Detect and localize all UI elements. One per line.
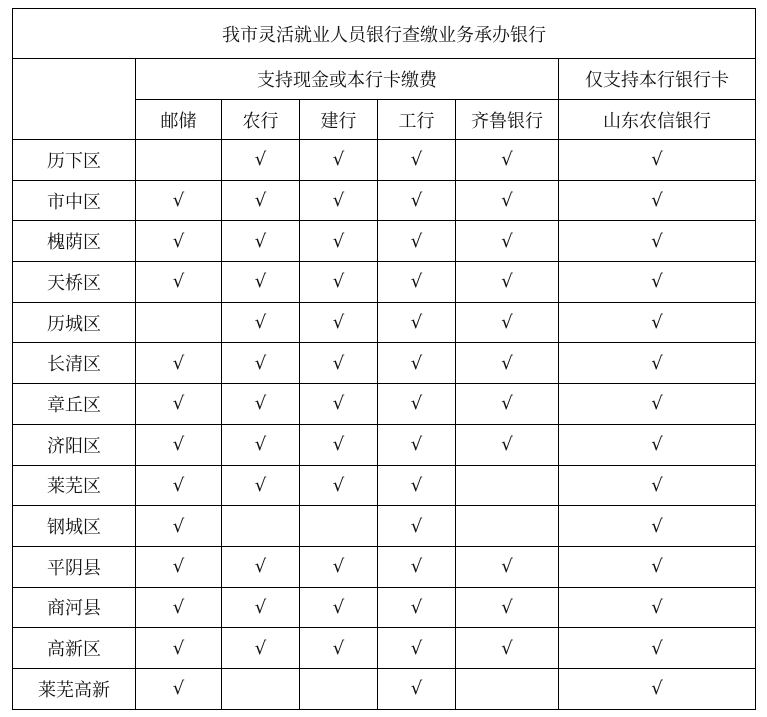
check-cell: √ <box>222 546 300 587</box>
check-cell: √ <box>378 262 456 303</box>
check-cell: √ <box>300 180 378 221</box>
district-cell: 市中区 <box>13 180 136 221</box>
check-cell: √ <box>300 587 378 628</box>
check-cell: √ <box>559 424 756 465</box>
table-row <box>13 668 756 709</box>
check-cell: √ <box>456 262 559 303</box>
table-row <box>13 384 756 425</box>
check-cell: √ <box>559 384 756 425</box>
check-cell: √ <box>456 384 559 425</box>
check-cell: √ <box>136 424 222 465</box>
check-cell: √ <box>136 546 222 587</box>
check-cell: √ <box>559 587 756 628</box>
table-row <box>13 221 756 262</box>
district-cell: 商河县 <box>13 587 136 628</box>
district-cell: 平阴县 <box>13 546 136 587</box>
check-cell: √ <box>136 262 222 303</box>
district-cell: 历城区 <box>13 302 136 343</box>
check-cell: √ <box>222 221 300 262</box>
check-cell: √ <box>378 506 456 547</box>
corner-cell <box>13 59 136 140</box>
bank-header-abc: 农行 <box>222 100 300 140</box>
table-row <box>13 465 756 506</box>
check-cell: √ <box>456 587 559 628</box>
check-cell: √ <box>456 424 559 465</box>
check-cell: √ <box>559 180 756 221</box>
check-cell: √ <box>378 343 456 384</box>
check-cell: √ <box>300 546 378 587</box>
check-cell: √ <box>378 384 456 425</box>
check-cell: √ <box>136 587 222 628</box>
check-cell: √ <box>300 302 378 343</box>
check-cell: √ <box>136 384 222 425</box>
check-cell <box>456 668 559 709</box>
check-cell <box>300 506 378 547</box>
table-row <box>13 424 756 465</box>
check-cell: √ <box>559 668 756 709</box>
check-cell: √ <box>136 221 222 262</box>
check-cell: √ <box>136 465 222 506</box>
table-row <box>13 262 756 303</box>
check-cell: √ <box>300 262 378 303</box>
check-cell: √ <box>559 302 756 343</box>
check-cell: √ <box>378 302 456 343</box>
group-header-card-only: 仅支持本行银行卡 <box>559 59 756 100</box>
check-cell <box>300 668 378 709</box>
check-cell <box>222 506 300 547</box>
district-cell: 章丘区 <box>13 384 136 425</box>
table-row <box>13 302 756 343</box>
check-cell: √ <box>222 140 300 181</box>
check-cell <box>136 140 222 181</box>
bank-header-icbc: 工行 <box>378 100 456 140</box>
check-cell: √ <box>378 140 456 181</box>
district-cell: 高新区 <box>13 628 136 669</box>
check-cell: √ <box>300 384 378 425</box>
check-cell: √ <box>456 343 559 384</box>
check-cell <box>222 668 300 709</box>
bank-header-qilu: 齐鲁银行 <box>456 100 559 140</box>
check-cell: √ <box>378 546 456 587</box>
table-row <box>13 587 756 628</box>
check-cell: √ <box>456 180 559 221</box>
check-cell: √ <box>136 343 222 384</box>
table-row <box>13 343 756 384</box>
check-cell: √ <box>378 180 456 221</box>
check-cell <box>456 465 559 506</box>
check-cell: √ <box>222 465 300 506</box>
check-cell: √ <box>222 587 300 628</box>
bank-table <box>12 8 756 710</box>
table-row <box>13 140 756 181</box>
check-cell: √ <box>456 546 559 587</box>
district-cell: 莱芜区 <box>13 465 136 506</box>
check-cell: √ <box>222 628 300 669</box>
check-cell: √ <box>222 384 300 425</box>
check-cell: √ <box>378 424 456 465</box>
bank-header-psbc: 邮储 <box>136 100 222 140</box>
table-title: 我市灵活就业人员银行查缴业务承办银行 <box>13 9 756 59</box>
group-header-cash: 支持现金或本行卡缴费 <box>136 59 559 100</box>
check-cell <box>456 506 559 547</box>
check-cell: √ <box>559 140 756 181</box>
check-cell: √ <box>559 465 756 506</box>
check-cell <box>136 302 222 343</box>
table-row <box>13 506 756 547</box>
check-cell: √ <box>378 628 456 669</box>
district-cell: 济阳区 <box>13 424 136 465</box>
check-cell: √ <box>222 262 300 303</box>
check-cell: √ <box>300 424 378 465</box>
check-cell: √ <box>136 506 222 547</box>
check-cell: √ <box>378 587 456 628</box>
check-cell: √ <box>222 180 300 221</box>
table-row <box>13 180 756 221</box>
check-cell: √ <box>222 424 300 465</box>
district-cell: 长清区 <box>13 343 136 384</box>
check-cell: √ <box>136 668 222 709</box>
check-cell: √ <box>559 343 756 384</box>
check-cell: √ <box>300 343 378 384</box>
check-cell: √ <box>136 180 222 221</box>
check-cell: √ <box>559 262 756 303</box>
check-cell: √ <box>559 546 756 587</box>
check-cell: √ <box>456 628 559 669</box>
check-cell: √ <box>559 221 756 262</box>
check-cell: √ <box>136 628 222 669</box>
district-cell: 莱芜高新 <box>13 668 136 709</box>
check-cell: √ <box>456 221 559 262</box>
check-cell: √ <box>300 628 378 669</box>
bank-header-ccb: 建行 <box>300 100 378 140</box>
check-cell: √ <box>456 140 559 181</box>
check-cell: √ <box>559 628 756 669</box>
check-cell: √ <box>378 668 456 709</box>
district-cell: 历下区 <box>13 140 136 181</box>
table-row <box>13 546 756 587</box>
check-cell: √ <box>300 465 378 506</box>
district-cell: 钢城区 <box>13 506 136 547</box>
district-cell: 天桥区 <box>13 262 136 303</box>
bank-header-sdrcu: 山东农信银行 <box>559 100 756 140</box>
check-cell: √ <box>300 221 378 262</box>
district-cell: 槐荫区 <box>13 221 136 262</box>
check-cell: √ <box>300 140 378 181</box>
check-cell: √ <box>222 343 300 384</box>
check-cell: √ <box>559 506 756 547</box>
check-cell: √ <box>378 465 456 506</box>
check-cell: √ <box>378 221 456 262</box>
check-cell: √ <box>222 302 300 343</box>
check-cell: √ <box>456 302 559 343</box>
table-row <box>13 628 756 669</box>
